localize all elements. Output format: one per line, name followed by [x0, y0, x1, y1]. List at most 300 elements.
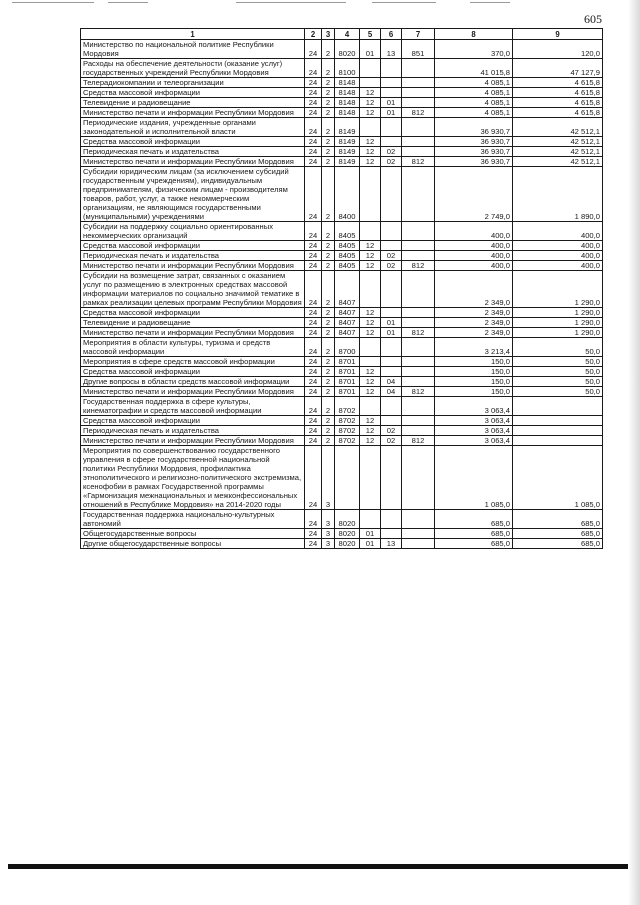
- amount-year2: 1 085,0: [513, 446, 603, 510]
- amount-year2: 400,0: [513, 241, 603, 251]
- code-program: 2: [322, 308, 335, 318]
- amount-year1: 36 930,7: [435, 137, 513, 147]
- code-ministry: 24: [305, 108, 322, 118]
- code-ministry: 24: [305, 167, 322, 222]
- amount-year1: 3 063,4: [435, 436, 513, 446]
- code-program: 2: [322, 167, 335, 222]
- code-section: 12: [360, 157, 381, 167]
- code-subsection: [381, 529, 402, 539]
- code-expense-type: [402, 251, 435, 261]
- row-name: Средства массовой информации: [81, 308, 305, 318]
- code-section: 12: [360, 367, 381, 377]
- row-name: Министерство печати и информации Республики Мордовия: [81, 387, 305, 397]
- table-row: [81, 118, 603, 137]
- code-section: 12: [360, 251, 381, 261]
- amount-year1: 2 349,0: [435, 328, 513, 338]
- code-section: 12: [360, 426, 381, 436]
- table-row: [81, 157, 603, 167]
- amount-year2: [513, 416, 603, 426]
- column-header: 4: [335, 29, 360, 40]
- code-expense-type: [402, 271, 435, 308]
- row-name: Министерство печати и информации Республики Мордовия: [81, 108, 305, 118]
- table-row: [81, 328, 603, 338]
- amount-year2: 685,0: [513, 529, 603, 539]
- code-subsection: [381, 397, 402, 416]
- code-ministry: 24: [305, 377, 322, 387]
- code-subsection: [381, 510, 402, 529]
- table-row: [81, 377, 603, 387]
- amount-year1: 1 085,0: [435, 446, 513, 510]
- amount-year1: 685,0: [435, 510, 513, 529]
- code-subsection: 04: [381, 387, 402, 397]
- amount-year1: 41 015,8: [435, 59, 513, 78]
- row-name: Средства массовой информации: [81, 241, 305, 251]
- code-target: [335, 446, 360, 510]
- amount-year2: 50,0: [513, 338, 603, 357]
- code-section: 12: [360, 137, 381, 147]
- code-section: 12: [360, 147, 381, 157]
- code-target: 8100: [335, 59, 360, 78]
- code-ministry: 24: [305, 222, 322, 241]
- code-section: 01: [360, 529, 381, 539]
- table-row: [81, 88, 603, 98]
- code-subsection: 04: [381, 377, 402, 387]
- amount-year1: 400,0: [435, 251, 513, 261]
- row-name: Периодическая печать и издательства: [81, 251, 305, 261]
- code-program: 2: [322, 59, 335, 78]
- amount-year2: 47 127,9: [513, 59, 603, 78]
- amount-year2: [513, 436, 603, 446]
- amount-year1: 3 063,4: [435, 426, 513, 436]
- code-section: 12: [360, 98, 381, 108]
- row-name: Телевидение и радиовещание: [81, 98, 305, 108]
- amount-year2: 1 290,0: [513, 318, 603, 328]
- amount-year1: 400,0: [435, 241, 513, 251]
- scan-top-edge: [0, 0, 640, 6]
- code-ministry: 24: [305, 416, 322, 426]
- code-target: 8148: [335, 108, 360, 118]
- amount-year1: 4 085,1: [435, 98, 513, 108]
- amount-year1: 3 063,4: [435, 397, 513, 416]
- code-expense-type: [402, 529, 435, 539]
- code-target: 8701: [335, 367, 360, 377]
- table-row: [81, 338, 603, 357]
- table-row: [81, 446, 603, 510]
- row-name: Периодические издания, учрежденные органами законодательной и исполнительной власти: [81, 118, 305, 137]
- amount-year1: 2 749,0: [435, 167, 513, 222]
- code-program: 2: [322, 436, 335, 446]
- code-section: [360, 397, 381, 416]
- code-program: 2: [322, 147, 335, 157]
- code-ministry: 24: [305, 529, 322, 539]
- row-name: Мероприятия по совершенствованию государственного управления в сфере государственной национальной политики Республики Мордовия, профилактика этнополитического и религиозно-политического экстремизма, ксенофобии в рамках Государственной программы «Гармонизация межнациональных и межконфессиональных отношений в Республике Мордовия» на 2014-2020 годы: [81, 446, 305, 510]
- amount-year2: 1 890,0: [513, 167, 603, 222]
- code-subsection: [381, 167, 402, 222]
- row-name: Расходы на обеспечение деятельности (оказание услуг) государственных учреждений Республики Мордовия: [81, 59, 305, 78]
- code-expense-type: [402, 446, 435, 510]
- code-subsection: [381, 308, 402, 318]
- row-name: Телевидение и радиовещание: [81, 318, 305, 328]
- code-expense-type: [402, 147, 435, 157]
- code-subsection: 01: [381, 108, 402, 118]
- code-ministry: 24: [305, 251, 322, 261]
- code-target: 8148: [335, 78, 360, 88]
- code-target: 8407: [335, 318, 360, 328]
- amount-year1: 400,0: [435, 261, 513, 271]
- row-name: Другие общегосударственные вопросы: [81, 539, 305, 549]
- code-expense-type: [402, 510, 435, 529]
- code-subsection: [381, 367, 402, 377]
- amount-year1: 2 349,0: [435, 318, 513, 328]
- code-program: 3: [322, 539, 335, 549]
- table-row: [81, 387, 603, 397]
- table-row: [81, 241, 603, 251]
- code-program: 2: [322, 416, 335, 426]
- amount-year2: [513, 397, 603, 416]
- amount-year2: 42 512,1: [513, 147, 603, 157]
- column-header: 6: [381, 29, 402, 40]
- code-section: 12: [360, 88, 381, 98]
- code-expense-type: [402, 308, 435, 318]
- code-target: 8407: [335, 308, 360, 318]
- code-subsection: 02: [381, 147, 402, 157]
- code-expense-type: 812: [402, 261, 435, 271]
- code-program: 2: [322, 367, 335, 377]
- row-name: Телерадиокомпании и телеорганизации: [81, 78, 305, 88]
- code-expense-type: 812: [402, 157, 435, 167]
- code-section: 12: [360, 377, 381, 387]
- code-ministry: 24: [305, 510, 322, 529]
- amount-year1: 685,0: [435, 539, 513, 549]
- code-section: [360, 167, 381, 222]
- code-subsection: [381, 59, 402, 78]
- code-ministry: 24: [305, 137, 322, 147]
- code-subsection: [381, 137, 402, 147]
- row-name: Государственная поддержка национально-культурных автономий: [81, 510, 305, 529]
- code-program: 2: [322, 222, 335, 241]
- code-target: 8701: [335, 377, 360, 387]
- scan-right-edge: [628, 0, 640, 905]
- code-program: 2: [322, 377, 335, 387]
- code-target: 8700: [335, 338, 360, 357]
- code-target: 8149: [335, 157, 360, 167]
- table-row: [81, 261, 603, 271]
- row-name: Министерство печати и информации Республики Мордовия: [81, 436, 305, 446]
- code-ministry: 24: [305, 338, 322, 357]
- code-expense-type: [402, 367, 435, 377]
- code-section: 12: [360, 318, 381, 328]
- code-ministry: 24: [305, 241, 322, 251]
- column-header: 7: [402, 29, 435, 40]
- amount-year1: 3 063,4: [435, 416, 513, 426]
- code-target: 8149: [335, 137, 360, 147]
- code-program: 2: [322, 271, 335, 308]
- amount-year2: 1 290,0: [513, 308, 603, 318]
- amount-year1: 370,0: [435, 40, 513, 59]
- row-name: Субсидии на поддержку социально ориентированных некоммерческих организаций: [81, 222, 305, 241]
- code-expense-type: [402, 357, 435, 367]
- code-ministry: 24: [305, 98, 322, 108]
- table-row: [81, 436, 603, 446]
- amount-year1: 4 085,1: [435, 108, 513, 118]
- code-section: [360, 59, 381, 78]
- row-name: Мероприятия в области культуры, туризма и средств массовой информации: [81, 338, 305, 357]
- amount-year1: 2 349,0: [435, 271, 513, 308]
- table-row: [81, 510, 603, 529]
- table-row: [81, 426, 603, 436]
- code-expense-type: [402, 98, 435, 108]
- code-ministry: 24: [305, 78, 322, 88]
- row-name: Периодическая печать и издательства: [81, 426, 305, 436]
- code-expense-type: [402, 59, 435, 78]
- code-ministry: 24: [305, 436, 322, 446]
- table-row: [81, 40, 603, 59]
- amount-year2: 400,0: [513, 251, 603, 261]
- code-ministry: 24: [305, 318, 322, 328]
- row-name: Другие вопросы в области средств массовой информации: [81, 377, 305, 387]
- code-ministry: 24: [305, 261, 322, 271]
- code-section: 12: [360, 308, 381, 318]
- code-section: 12: [360, 328, 381, 338]
- code-ministry: 24: [305, 539, 322, 549]
- table-row: [81, 98, 603, 108]
- code-ministry: 24: [305, 308, 322, 318]
- code-program: 2: [322, 338, 335, 357]
- table-row: [81, 108, 603, 118]
- code-expense-type: [402, 318, 435, 328]
- code-subsection: [381, 118, 402, 137]
- code-expense-type: [402, 377, 435, 387]
- code-section: [360, 446, 381, 510]
- amount-year2: 685,0: [513, 539, 603, 549]
- code-expense-type: [402, 222, 435, 241]
- code-ministry: 24: [305, 59, 322, 78]
- amount-year1: 4 085,1: [435, 78, 513, 88]
- code-target: 8405: [335, 261, 360, 271]
- code-subsection: 02: [381, 251, 402, 261]
- table-row: [81, 529, 603, 539]
- code-section: 01: [360, 40, 381, 59]
- code-target: 8702: [335, 397, 360, 416]
- code-section: [360, 357, 381, 367]
- code-expense-type: [402, 397, 435, 416]
- code-target: 8701: [335, 357, 360, 367]
- code-subsection: 01: [381, 98, 402, 108]
- amount-year2: 400,0: [513, 222, 603, 241]
- code-expense-type: [402, 88, 435, 98]
- amount-year1: 2 349,0: [435, 308, 513, 318]
- amount-year2: 50,0: [513, 367, 603, 377]
- code-subsection: [381, 241, 402, 251]
- amount-year1: 150,0: [435, 377, 513, 387]
- amount-year1: 400,0: [435, 222, 513, 241]
- row-name: Министерство по национальной политике Республики Мордовия: [81, 40, 305, 59]
- code-program: 2: [322, 261, 335, 271]
- code-target: 8405: [335, 251, 360, 261]
- column-header: 9: [513, 29, 603, 40]
- code-program: 2: [322, 357, 335, 367]
- column-header: 2: [305, 29, 322, 40]
- code-target: 8149: [335, 118, 360, 137]
- code-program: 2: [322, 426, 335, 436]
- code-target: 8020: [335, 529, 360, 539]
- code-target: 8701: [335, 387, 360, 397]
- table-row: [81, 318, 603, 328]
- row-name: Средства массовой информации: [81, 137, 305, 147]
- table-row: [81, 397, 603, 416]
- code-subsection: [381, 78, 402, 88]
- code-target: 8407: [335, 328, 360, 338]
- amount-year1: 36 930,7: [435, 147, 513, 157]
- code-section: 12: [360, 416, 381, 426]
- code-program: 3: [322, 529, 335, 539]
- row-name: Средства массовой информации: [81, 367, 305, 377]
- code-target: 8702: [335, 416, 360, 426]
- code-expense-type: [402, 118, 435, 137]
- code-subsection: [381, 416, 402, 426]
- code-expense-type: 812: [402, 328, 435, 338]
- code-section: [360, 118, 381, 137]
- code-program: 2: [322, 40, 335, 59]
- code-subsection: 02: [381, 157, 402, 167]
- code-section: [360, 510, 381, 529]
- amount-year2: 1 290,0: [513, 328, 603, 338]
- amount-year2: 120,0: [513, 40, 603, 59]
- page-number: 605: [584, 12, 602, 26]
- code-ministry: 24: [305, 446, 322, 510]
- code-target: 8407: [335, 271, 360, 308]
- amount-year2: 42 512,1: [513, 157, 603, 167]
- amount-year1: 3 213,4: [435, 338, 513, 357]
- table-header-row: [81, 29, 603, 40]
- code-subsection: 02: [381, 436, 402, 446]
- row-name: Министерство печати и информации Республики Мордовия: [81, 328, 305, 338]
- code-subsection: 01: [381, 318, 402, 328]
- code-ministry: 24: [305, 271, 322, 308]
- amount-year2: 4 615,8: [513, 98, 603, 108]
- table-row: [81, 308, 603, 318]
- code-ministry: 24: [305, 387, 322, 397]
- code-program: 2: [322, 118, 335, 137]
- row-name: Министерство печати и информации Республики Мордовия: [81, 157, 305, 167]
- code-target: 8020: [335, 40, 360, 59]
- code-ministry: 24: [305, 357, 322, 367]
- scan-bottom-edge: [8, 864, 632, 869]
- table-row: [81, 222, 603, 241]
- code-program: 2: [322, 241, 335, 251]
- code-section: [360, 222, 381, 241]
- amount-year2: [513, 426, 603, 436]
- code-ministry: 24: [305, 118, 322, 137]
- amount-year1: 685,0: [435, 529, 513, 539]
- code-program: 2: [322, 137, 335, 147]
- column-header: 8: [435, 29, 513, 40]
- code-expense-type: [402, 338, 435, 357]
- code-expense-type: [402, 426, 435, 436]
- amount-year1: 36 930,7: [435, 157, 513, 167]
- code-target: 8405: [335, 241, 360, 251]
- code-ministry: 24: [305, 328, 322, 338]
- code-expense-type: [402, 167, 435, 222]
- code-subsection: 02: [381, 261, 402, 271]
- amount-year2: 685,0: [513, 510, 603, 529]
- code-expense-type: [402, 137, 435, 147]
- code-section: 12: [360, 241, 381, 251]
- code-expense-type: [402, 78, 435, 88]
- amount-year2: 42 512,1: [513, 137, 603, 147]
- code-program: 3: [322, 510, 335, 529]
- table-row: [81, 167, 603, 222]
- code-subsection: [381, 88, 402, 98]
- code-program: 2: [322, 318, 335, 328]
- row-name: Мероприятия в сфере средств массовой информации: [81, 357, 305, 367]
- code-section: 12: [360, 261, 381, 271]
- code-program: 2: [322, 78, 335, 88]
- code-ministry: 24: [305, 397, 322, 416]
- code-expense-type: 812: [402, 436, 435, 446]
- table-row: [81, 271, 603, 308]
- code-program: 2: [322, 98, 335, 108]
- table-row: [81, 539, 603, 549]
- amount-year1: 150,0: [435, 367, 513, 377]
- amount-year1: 150,0: [435, 357, 513, 367]
- amount-year2: 4 615,8: [513, 78, 603, 88]
- code-ministry: 24: [305, 88, 322, 98]
- code-target: 8020: [335, 510, 360, 529]
- code-program: 2: [322, 88, 335, 98]
- amount-year1: 36 930,7: [435, 118, 513, 137]
- row-name: Государственная поддержка в сфере культуры, кинематографии и средств массовой информации: [81, 397, 305, 416]
- table-row: [81, 59, 603, 78]
- amount-year2: 42 512,1: [513, 118, 603, 137]
- code-ministry: 24: [305, 40, 322, 59]
- code-program: 2: [322, 387, 335, 397]
- amount-year2: 4 615,8: [513, 88, 603, 98]
- code-subsection: [381, 338, 402, 357]
- code-subsection: [381, 357, 402, 367]
- amount-year2: 4 615,8: [513, 108, 603, 118]
- row-name: Периодическая печать и издательства: [81, 147, 305, 157]
- code-section: 12: [360, 108, 381, 118]
- code-ministry: 24: [305, 426, 322, 436]
- code-expense-type: [402, 416, 435, 426]
- code-program: 2: [322, 157, 335, 167]
- table-row: [81, 251, 603, 261]
- row-name: Общегосударственные вопросы: [81, 529, 305, 539]
- column-header: 5: [360, 29, 381, 40]
- code-subsection: [381, 271, 402, 308]
- table-row: [81, 78, 603, 88]
- row-name: Средства массовой информации: [81, 88, 305, 98]
- code-ministry: 24: [305, 147, 322, 157]
- code-target: 8702: [335, 436, 360, 446]
- code-target: 8405: [335, 222, 360, 241]
- row-name: Средства массовой информации: [81, 416, 305, 426]
- code-section: 12: [360, 436, 381, 446]
- code-program: 2: [322, 251, 335, 261]
- code-expense-type: 812: [402, 387, 435, 397]
- amount-year2: 50,0: [513, 377, 603, 387]
- code-target: 8020: [335, 539, 360, 549]
- amount-year1: 150,0: [435, 387, 513, 397]
- code-target: 8148: [335, 98, 360, 108]
- row-name: Министерство печати и информации Республики Мордовия: [81, 261, 305, 271]
- amount-year2: 50,0: [513, 357, 603, 367]
- code-program: 2: [322, 108, 335, 118]
- row-name: Субсидии на возмещение затрат, связанных с оказанием услуг по размещению в электронных средствах массовой информации материалов по социально значимой тематике в рамках реализации целевых программ Республики Мордовия: [81, 271, 305, 308]
- code-subsection: 02: [381, 426, 402, 436]
- amount-year2: 1 290,0: [513, 271, 603, 308]
